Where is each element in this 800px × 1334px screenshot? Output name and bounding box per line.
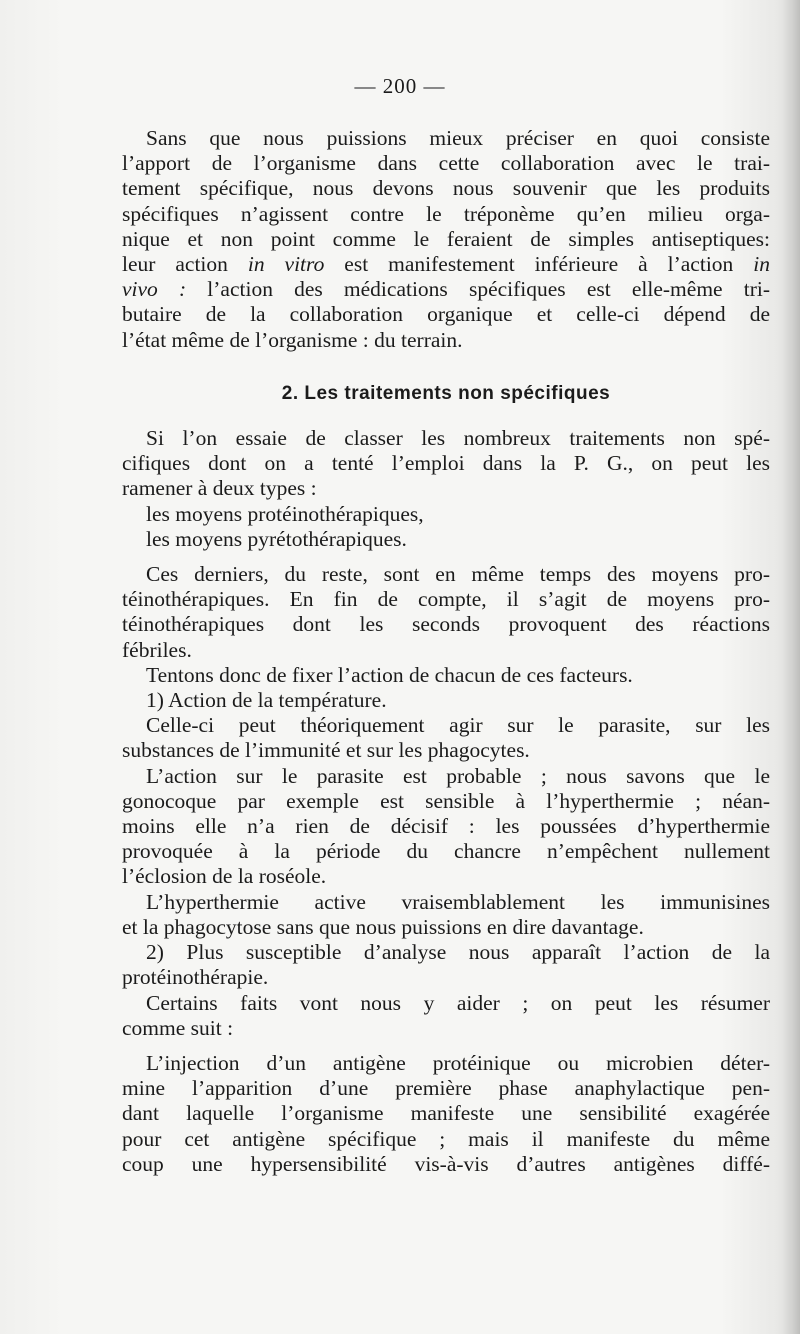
text-line: cifiques dont on a tenté l’emploi dans la P. G., on peut les — [122, 451, 770, 476]
page-number: — 200 — — [354, 74, 446, 98]
list-item — [122, 502, 770, 527]
paragraph-5 — [122, 688, 770, 713]
text-line: L’hyperthermie active vraisemblablement les immunisines — [146, 889, 770, 914]
text-line: L’action sur le parasite est probable ; nous savons que le — [146, 763, 770, 788]
italic-term: in — [753, 252, 770, 277]
text-line — [122, 277, 770, 302]
text-line: L’injection d’un antigène protéinique ou microbien déter- — [146, 1050, 770, 1075]
text-line: l’apport de l’organisme dans cette collaboration avec le trai- — [122, 151, 770, 176]
text-line: mine l’apparition d’une première phase anaphylactique pen- — [122, 1076, 770, 1101]
paragraph-4 — [122, 663, 770, 688]
text-fragment: l’action des médications spécifiques est elle-même tri- — [207, 277, 771, 302]
text-line: coup une hypersensibilité vis-à-vis d’autres antigènes diffé- — [122, 1151, 770, 1176]
text-line: et la phagocytose sans que nous puissions en dire davantage. — [122, 914, 644, 939]
spacer — [122, 1041, 770, 1051]
list-item — [122, 527, 770, 552]
paragraph-1 — [122, 126, 770, 353]
text-line: pour cet antigène spécifique ; mais il manifeste du même — [122, 1126, 770, 1151]
text-line: Si l’on essaie de classer les nombreux traitements non spé- — [146, 426, 770, 451]
text-line: téinothérapiques. En fin de compte, il s’agit de moyens pro- — [122, 587, 770, 612]
text-fragment: leur action — [122, 252, 228, 277]
spacer — [122, 552, 770, 562]
text-line: les moyens protéinothérapiques, — [146, 501, 424, 526]
text-line: spécifiques n’agissent contre le tréponème qu’en milieu orga- — [122, 201, 770, 226]
text-line: tement spécifique, nous devons nous souvenir que les produits — [122, 176, 770, 201]
paragraph-10 — [122, 991, 770, 1041]
text-line: protéinothérapie. — [122, 965, 269, 990]
paragraph-7 — [122, 764, 770, 890]
body-text — [122, 126, 770, 1177]
text-line: 2) Plus susceptible d’analyse nous apparaît l’action de la — [146, 940, 770, 965]
section-heading: 2. Les traitements non spécifiques — [281, 382, 611, 404]
text-line: fébriles. — [122, 637, 192, 662]
text-line: nique et non point comme le feraient de simples antiseptiques: — [122, 226, 770, 251]
paragraph-6 — [122, 713, 770, 763]
text-line: comme suit : — [122, 1015, 234, 1040]
paragraph-2 — [122, 426, 770, 502]
paragraph-11 — [122, 1051, 770, 1177]
text-fragment: est manifestement inférieure à l’action — [344, 252, 734, 277]
text-line: butaire de la collaboration organique et celle-ci dépend de — [122, 302, 770, 327]
paragraph-9 — [122, 940, 770, 990]
text-line: l’état même de l’organisme : du terrain. — [122, 327, 463, 352]
text-line: 1) Action de la température. — [146, 688, 387, 713]
text-line: les moyens pyrétothérapiques. — [146, 526, 407, 551]
text-line: Sans que nous puissions mieux préciser en quoi consiste — [146, 126, 770, 150]
paragraph-8 — [122, 890, 770, 940]
text-line: l’éclosion de la roséole. — [122, 864, 327, 889]
text-line: moins elle n’a rien de décisif : les poussées d’hyperthermie — [122, 814, 770, 839]
page-edge-shadow — [782, 0, 800, 1334]
text-line: substances de l’immunité et sur les phagocytes. — [122, 738, 530, 763]
paragraph-3 — [122, 562, 770, 663]
text-line: gonocoque par exemple est sensible à l’hyperthermie ; néan- — [122, 788, 770, 813]
text-line: Ces derniers, du reste, sont en même temps des moyens pro- — [146, 562, 770, 587]
italic-term: in vitro — [247, 252, 325, 277]
text-line: Certains faits vont nous y aider ; on peut les résumer — [146, 990, 770, 1015]
text-line: téinothérapiques dont les seconds provoquent des réactions — [122, 612, 770, 637]
text-line: ramener à deux types : — [122, 476, 317, 501]
text-line: Tentons donc de fixer l’action de chacun de ces facteurs. — [146, 662, 633, 687]
text-line: provoquée à la période du chancre n’empêchent nullement — [122, 839, 770, 864]
text-line: Celle-ci peut théoriquement agir sur le parasite, sur les — [146, 713, 770, 738]
text-line — [122, 252, 770, 277]
italic-term: vivo : — [122, 277, 187, 302]
text-line: dant laquelle l’organisme manifeste une sensibilité exagérée — [122, 1101, 770, 1126]
